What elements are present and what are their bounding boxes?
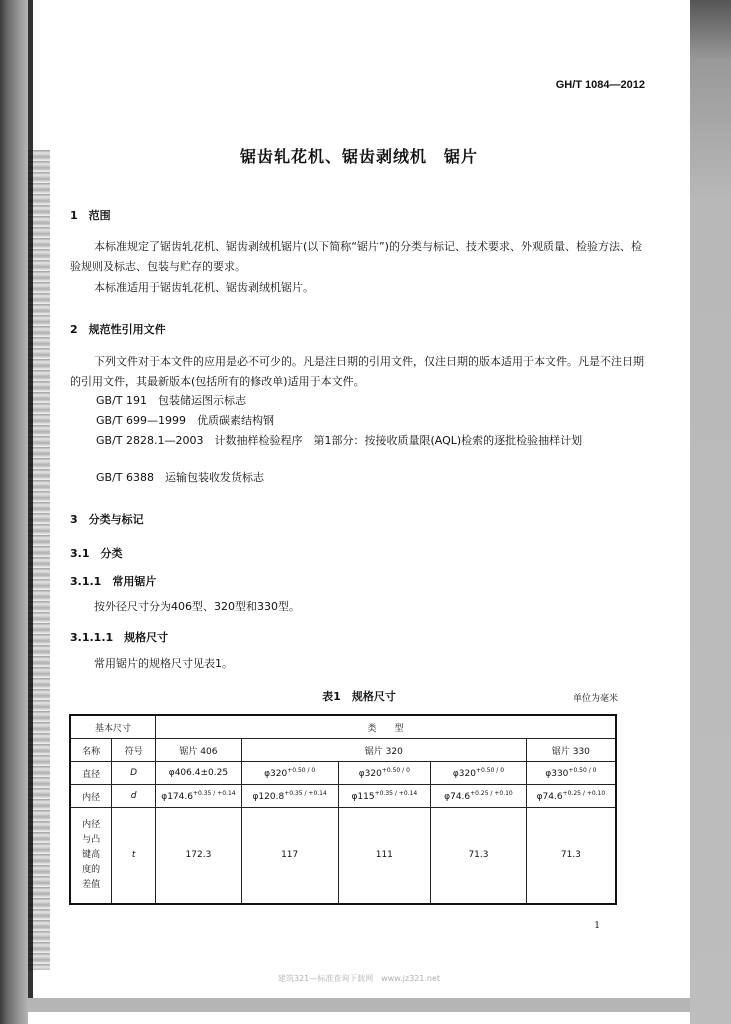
reference-item: GB/T 2828.1—2003 计数抽样检验程序 第1部分：按接收质量限(AQL)检索的逐批检验抽样计划	[96, 434, 583, 447]
row-name-multiline	[70, 808, 112, 904]
row-symbol: D	[112, 762, 156, 785]
cell-tolerance: +0.50 / 0	[568, 767, 597, 774]
section-3-1-1-heading: 3.1.1 常用锯片	[70, 575, 157, 588]
table-cell	[241, 762, 338, 785]
table-cell	[431, 785, 527, 808]
table-cell	[431, 762, 527, 785]
document-page	[28, 0, 690, 998]
cell-value: φ74.6	[444, 792, 471, 802]
cell-tolerance: +0.35 / +0.14	[192, 790, 236, 797]
section-1-paragraph-1: 本标准规定了锯齿轧花机、锯齿剥绒机锯片(以下简称“锯片”)的分类与标记、技术要求、外观质量、检验方法、检验规则及标志、包装与贮存的要求。	[70, 240, 642, 273]
row-symbol: d	[112, 785, 156, 808]
table-cell: 71.3	[431, 808, 527, 904]
row-name-line: 度的	[82, 864, 101, 875]
row-name-line: 差值	[82, 879, 101, 890]
table-cell	[526, 762, 616, 785]
section-1-heading: 1 范围	[70, 209, 111, 222]
cell-value: φ120.8	[252, 792, 285, 802]
watermark: 建筑321—标准查询下载网 www.jz321.net	[277, 974, 441, 983]
row-name-line: 与凸	[82, 834, 101, 845]
table-cell: φ406.4±0.25	[156, 762, 242, 785]
table-cell	[241, 785, 338, 808]
section-3-1-1-1-heading: 3.1.1.1 规格尺寸	[70, 631, 169, 644]
cell-tolerance: +0.50 / 0	[287, 767, 316, 774]
section-3-1-heading: 3.1 分类	[70, 547, 123, 560]
saw-320-header: 锯片 320	[241, 739, 526, 762]
standard-code: GH/T 1084—2012	[555, 79, 645, 91]
cell-tolerance: +0.35 / +0.14	[374, 790, 418, 797]
symbol-column-header: 符号	[112, 739, 156, 762]
cell-tolerance: +0.50 / 0	[381, 767, 410, 774]
cell-value: φ320	[264, 769, 288, 779]
table-cell: 117	[241, 808, 338, 904]
section-2-heading: 2 规范性引用文件	[70, 323, 166, 336]
next-page-edge	[28, 1012, 690, 1024]
reference-item: GB/T 191 包装储运图示标志	[96, 394, 246, 407]
spec-table	[69, 714, 617, 905]
name-column-header: 名称	[70, 739, 112, 762]
section-3-heading: 3 分类与标记	[70, 513, 144, 526]
scan-edge-noise	[28, 150, 50, 970]
cell-value: φ320	[452, 769, 476, 779]
table-cell	[338, 762, 431, 785]
row-name: 内径	[70, 785, 112, 808]
section-2-paragraph: 下列文件对于本文件的应用是必不可少的。凡是注日期的引用文件，仅注日期的版本适用于本文件。凡是不注日期的引用文件，其最新版本(包括所有的修改单)适用于本文件。	[70, 355, 644, 388]
document-title: 锯齿轧花机、锯齿剥绒机 锯片	[239, 147, 478, 166]
cell-value: φ174.6	[161, 792, 193, 802]
saw-330-header: 锯片 330	[526, 739, 616, 762]
cell-tolerance: +0.25 / +0.10	[562, 790, 606, 797]
table-cell	[338, 785, 431, 808]
cell-tolerance: +0.50 / 0	[476, 767, 505, 774]
table-cell	[526, 785, 616, 808]
table-cell: 111	[338, 808, 431, 904]
cell-value: φ74.6	[536, 792, 563, 802]
cell-tolerance: +0.35 / +0.14	[284, 790, 327, 797]
table-row	[70, 785, 616, 808]
row-symbol: t	[112, 808, 156, 904]
table-caption: 表1 规格尺寸	[322, 690, 396, 703]
basic-size-header: 基本尺寸	[70, 715, 156, 739]
table-row	[70, 808, 616, 904]
table-cell	[156, 785, 242, 808]
row-name-line: 键高	[82, 849, 101, 860]
table-cell: 71.3	[526, 808, 616, 904]
reference-item: GB/T 6388 运输包装收发货标志	[96, 471, 264, 484]
type-header: 类 型	[156, 715, 616, 739]
page-number: 1	[594, 921, 600, 931]
row-name: 直径	[70, 762, 112, 785]
table-row	[70, 762, 616, 785]
section-3-1-1-paragraph: 按外径尺寸分为406型、320型和330型。	[94, 600, 300, 613]
section-3-1-1-1-paragraph: 常用锯片的规格尺寸见表1。	[94, 657, 233, 670]
section-1-paragraph-2: 本标准适用于锯齿轧花机、锯齿剥绒机锯片。	[94, 281, 314, 294]
reference-item: GB/T 699—1999 优质碳素结构钢	[96, 414, 274, 427]
cell-value: φ115	[351, 792, 375, 802]
table-header-row	[70, 715, 616, 739]
table-cell: 172.3	[156, 808, 242, 904]
table-unit: 单位为毫米	[572, 694, 618, 704]
scan-border-right	[690, 0, 731, 1024]
cell-value: φ320	[358, 769, 382, 779]
saw-406-header: 锯片 406	[156, 739, 242, 762]
table-header-row	[70, 739, 616, 762]
cell-tolerance: +0.25 / +0.10	[470, 790, 513, 797]
row-name-line: 内径	[82, 819, 101, 830]
cell-value: φ330	[545, 769, 569, 779]
